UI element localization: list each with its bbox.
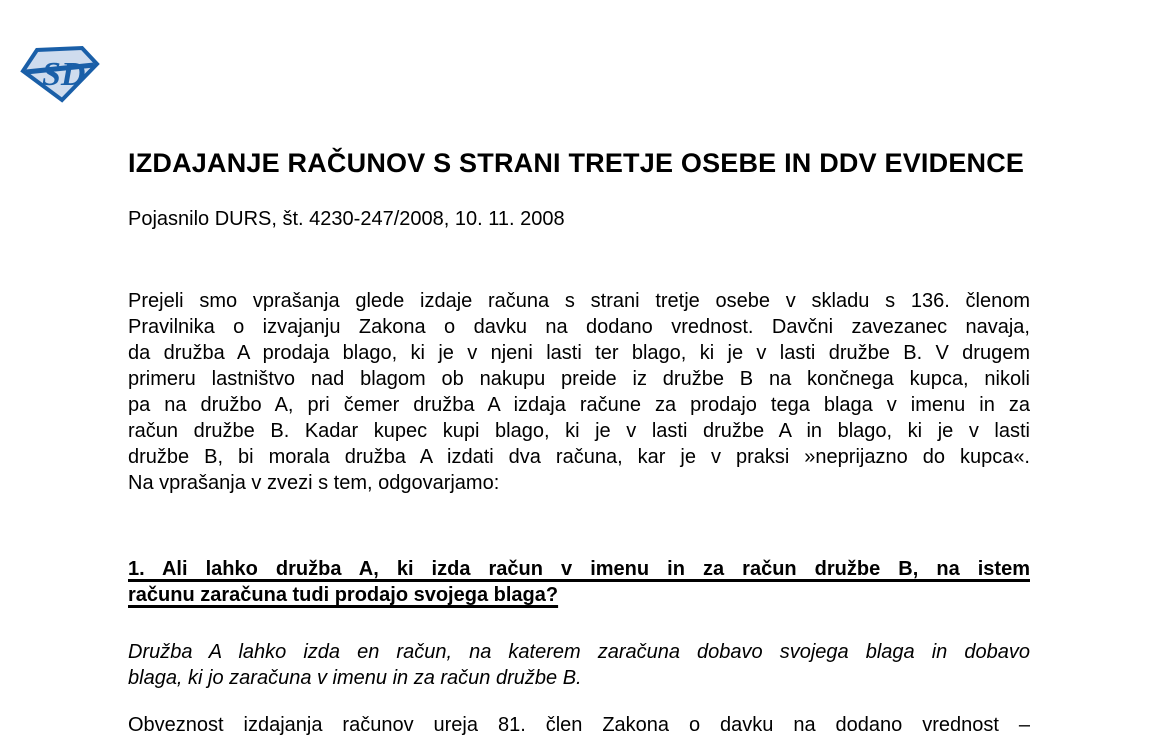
text-line: Obveznost izdajanja računov ureja 81. člen Zakona o davku na dodano vrednost – xyxy=(128,714,1030,736)
second-answer-paragraph xyxy=(128,712,1030,738)
text-line: pa na družbo A, pri čemer družba A izdaja račune za prodajo tega blaga v imenu in za xyxy=(128,394,1030,416)
question-1-heading xyxy=(128,556,1030,608)
sd-diamond-logo-icon xyxy=(20,45,100,103)
text-line: Na vprašanja v zvezi s tem, odgovarjamo: xyxy=(128,472,500,494)
document-title: IZDAJANJE RAČUNOV S STRANI TRETJE OSEBE IN DDV EVIDENCE xyxy=(128,148,1025,178)
logo-letters: SD xyxy=(42,56,86,93)
text-line: 1. Ali lahko družba A, ki izda račun v imenu in za račun družbe B, na istem xyxy=(128,558,1030,580)
sd-diamond-logo xyxy=(20,45,100,103)
text-line: blaga, ki jo zaračuna v imenu in za račun družbe B. xyxy=(128,667,582,689)
text-line: račun družbe B. Kadar kupec kupi blago, ki je v lasti družbe A in blago, ki je v lasti xyxy=(128,420,1030,442)
answer-1-paragraph xyxy=(128,639,1030,691)
text-line: Družba A lahko izda en račun, na katerem zaračuna dobavo svojega blaga in dobavo xyxy=(128,641,1030,663)
text-line: Pravilnika o izvajanju Zakona o davku na dodano vrednost. Davčni zavezanec navaja, xyxy=(128,316,1030,338)
text-line: družbe B, bi morala družba A izdati dva računa, kar je v praksi »neprijazno do kupca«. xyxy=(128,446,1030,468)
intro-paragraph xyxy=(128,288,1030,496)
text-line: Prejeli smo vprašanja glede izdaje računa s strani tretje osebe v skladu s 136. členom xyxy=(128,290,1030,312)
text-line: računu zaračuna tudi prodajo svojega blaga? xyxy=(128,584,559,606)
text-line: primeru lastništvo nad blagom ob nakupu preide iz družbe B na končnega kupca, nikoli xyxy=(128,368,1030,390)
document-subtitle: Pojasnilo DURS, št. 4230-247/2008, 10. 11. 2008 xyxy=(128,208,565,230)
text-line: da družba A prodaja blago, ki je v njeni lasti ter blago, ki je v lasti družbe B. V drugem xyxy=(128,342,1030,364)
